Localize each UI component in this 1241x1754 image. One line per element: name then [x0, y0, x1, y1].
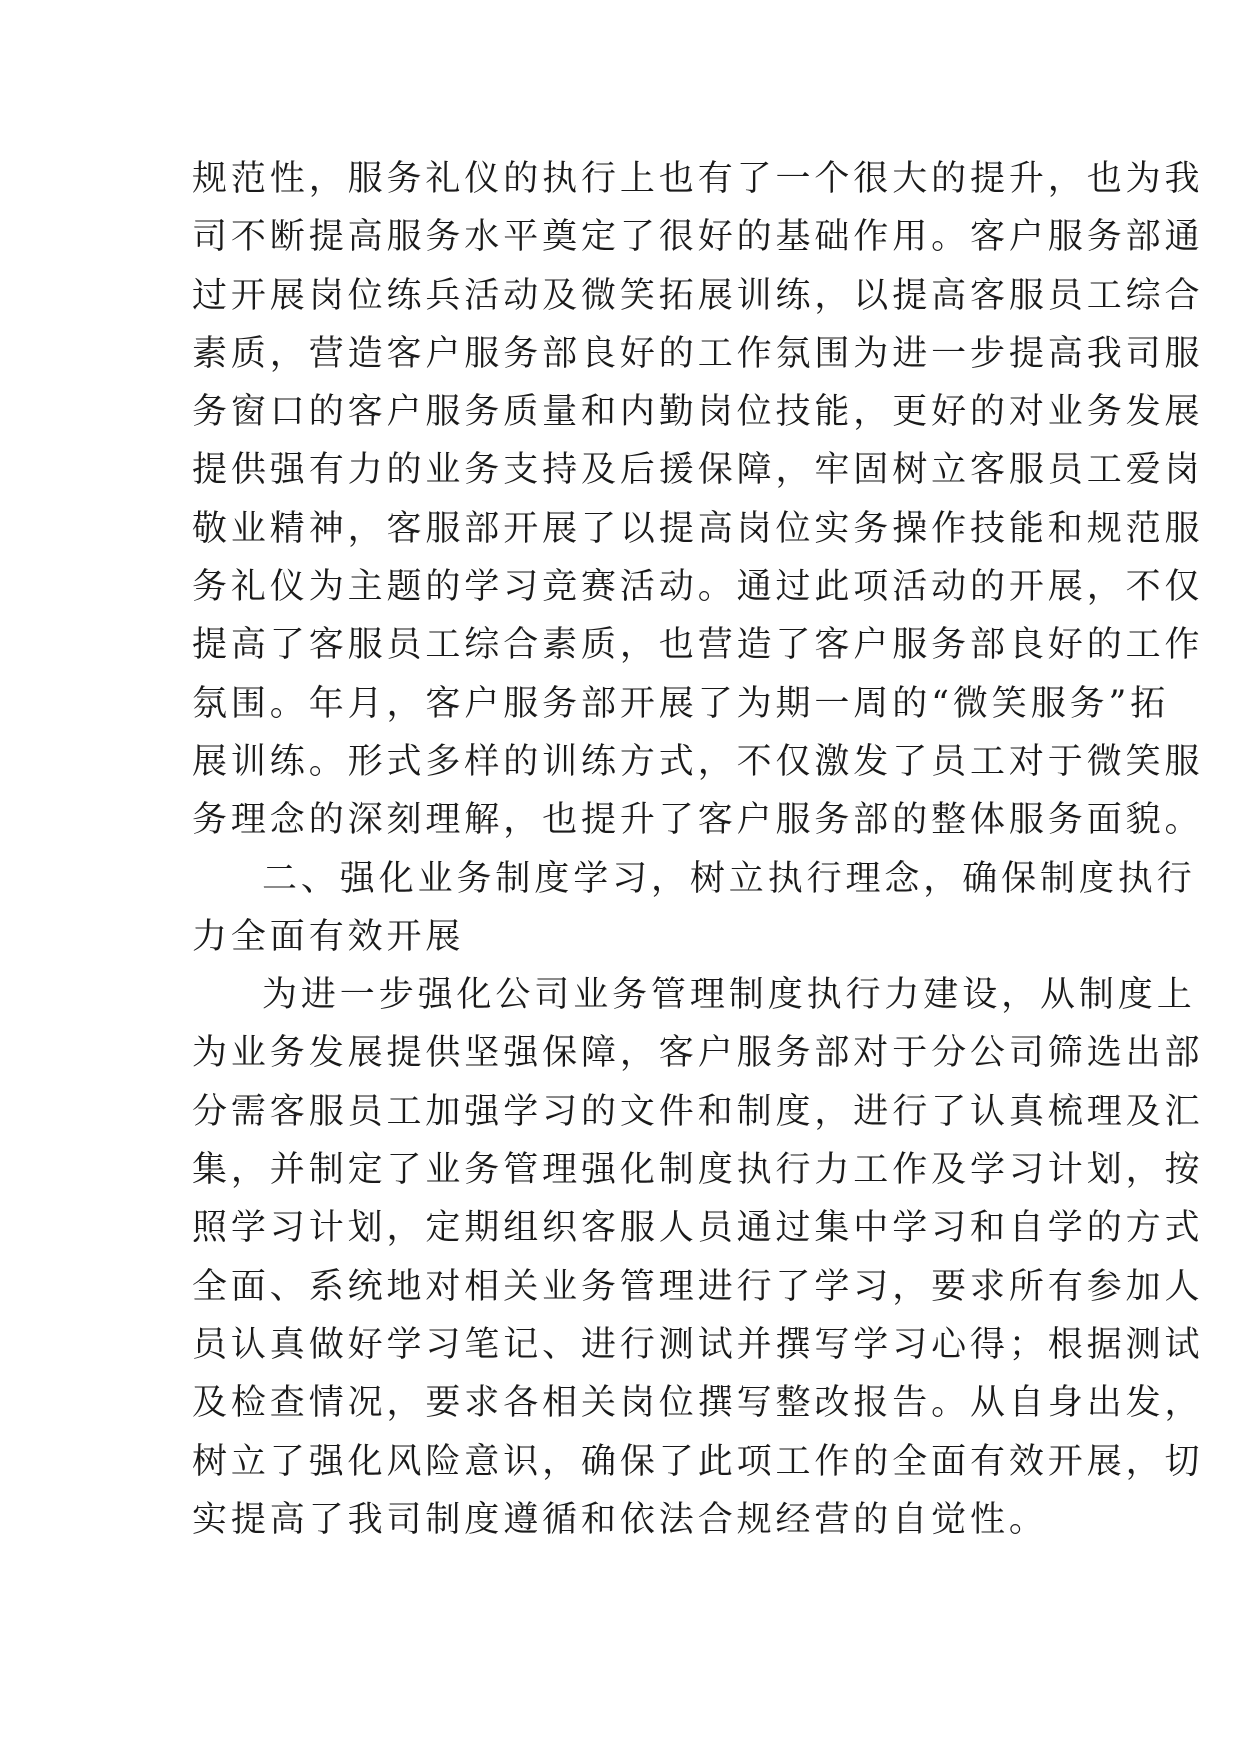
body-line: 及检查情况，要求各相关岗位撰写整改报告。从自身出发， [192, 1383, 1204, 1424]
body-line: 为进一步强化公司业务管理制度执行力建设，从制度上 [262, 975, 1196, 1016]
section-heading-line: 二、强化业务制度学习，树立执行理念，确保制度执行 [262, 858, 1196, 899]
body-line: 照学习计划，定期组织客服人员通过集中学习和自学的方式 [192, 1208, 1204, 1249]
body-line: 员认真做好学习笔记、进行测试并撰写学习心得；根据测试 [192, 1324, 1204, 1365]
body-line: 提高了客服员工综合素质，也营造了客户服务部良好的工作 [192, 625, 1204, 666]
body-line: 展训练。形式多样的训练方式，不仅激发了员工对于微笑服 [192, 741, 1204, 782]
body-line: 分需客服员工加强学习的文件和制度，进行了认真梳理及汇 [192, 1091, 1204, 1132]
document-body [192, 150, 1204, 1549]
body-line: 树立了强化风险意识，确保了此项工作的全面有效开展，切 [192, 1441, 1204, 1482]
body-line: 集，并制定了业务管理强化制度执行力工作及学习计划，按 [192, 1150, 1204, 1191]
body-line: 务窗口的客户服务质量和内勤岗位技能，更好的对业务发展 [192, 392, 1204, 433]
section-heading-line: 力全面有效开展 [192, 916, 465, 957]
body-line: 氛围。年月，客户服务部开展了为期一周的“微笑服务”拓 [192, 683, 1170, 724]
body-line: 司不断提高服务水平奠定了很好的基础作用。客户服务部通 [192, 217, 1204, 258]
body-line: 过开展岗位练兵活动及微笑拓展训练，以提高客服员工综合 [192, 275, 1204, 316]
body-line: 提供强有力的业务支持及后援保障，牢固树立客服员工爱岗 [192, 450, 1204, 491]
body-line: 敬业精神，客服部开展了以提高岗位实务操作技能和规范服 [192, 508, 1204, 549]
body-line: 素质，营造客户服务部良好的工作氛围为进一步提高我司服 [192, 333, 1204, 374]
body-line: 务礼仪为主题的学习竞赛活动。通过此项活动的开展，不仅 [192, 567, 1204, 608]
body-line: 规范性，服务礼仪的执行上也有了一个很大的提升，也为我 [192, 159, 1204, 199]
body-line: 为业务发展提供坚强保障，客户服务部对于分公司筛选出部 [192, 1033, 1204, 1074]
body-line: 全面、系统地对相关业务管理进行了学习，要求所有参加人 [192, 1266, 1204, 1307]
body-line: 务理念的深刻理解，也提升了客户服务部的整体服务面貌。 [192, 800, 1204, 841]
body-line: 实提高了我司制度遵循和依法合规经营的自觉性。 [192, 1499, 1048, 1540]
